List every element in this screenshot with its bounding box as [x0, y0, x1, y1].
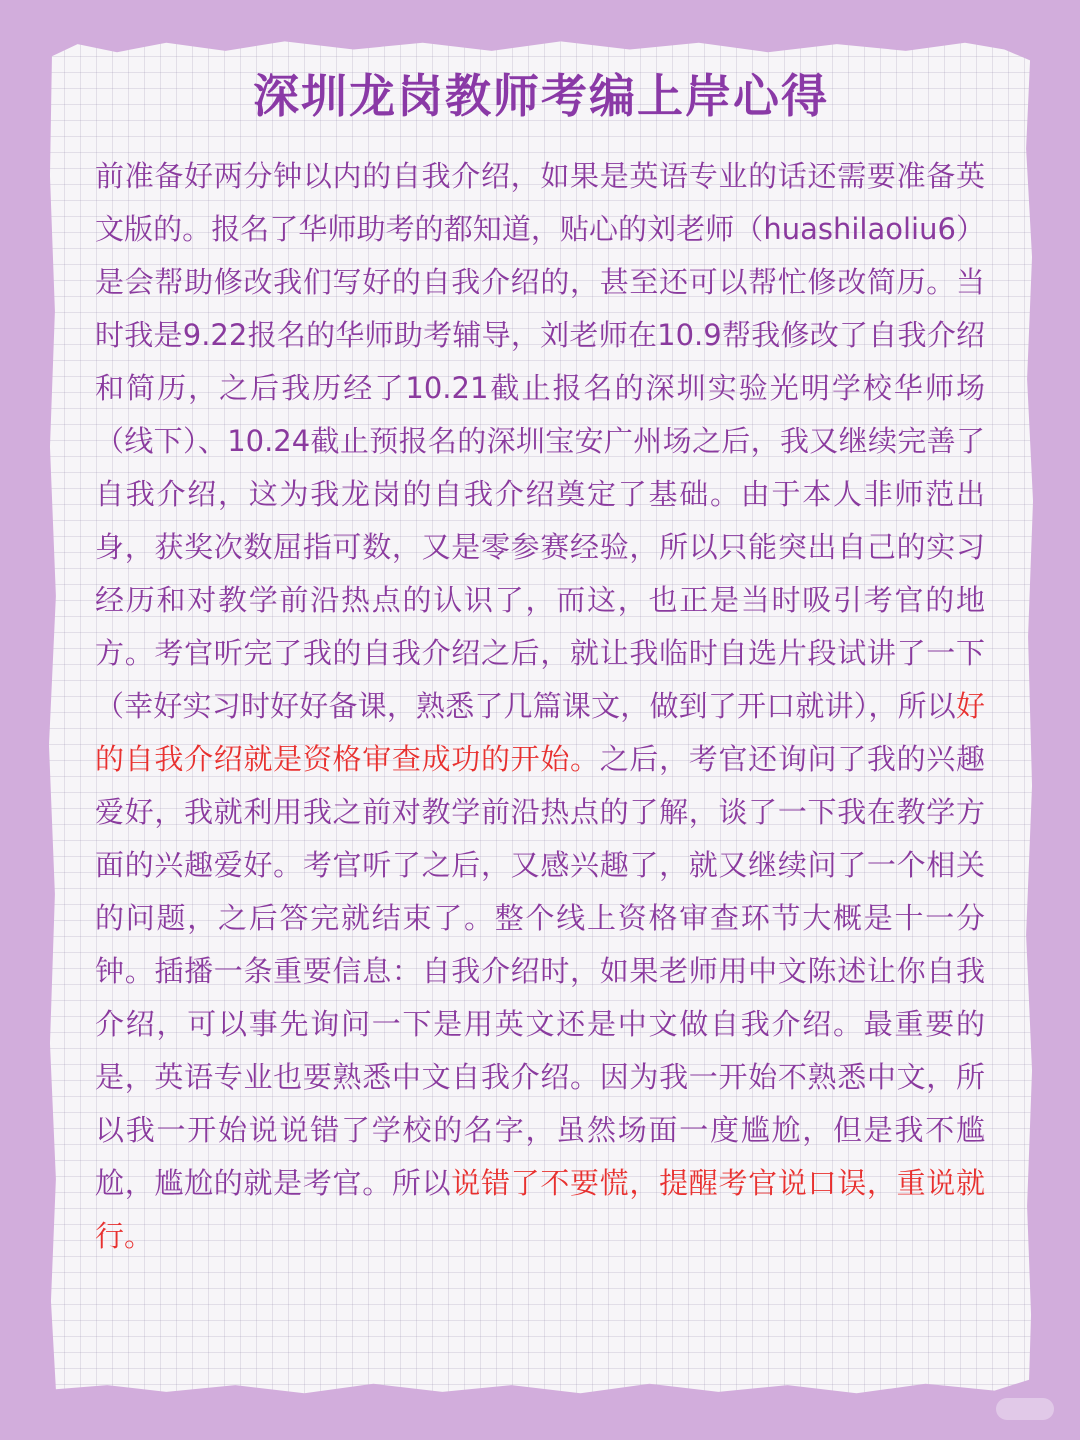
article-body: [95, 150, 985, 1263]
page-title: 深圳龙岗教师考编上岸心得: [253, 69, 829, 123]
highlight-text-2: 说错了不要慌，提醒考官说口误，重说就行。: [95, 1166, 985, 1253]
body-text-part-1: 前准备好两分钟以内的自我介绍，如果是英语专业的话还需要准备英文版的。报名了华师助考的都知道，贴心的刘老师（huashilaoliu6）是会帮助修改我们写好的自我介绍的，甚至还可以帮忙修改简历。当时我是9.22报名的华师助考辅导，刘老师在10.9帮我修改了自我介绍和简历，之后我历经了10.21截止报名的深圳实验光明学校华师场（线下）、10.24截止预报名的深圳宝安广州场之后，我又继续完善了自我介绍，这为我龙岗的自我介绍奠定了基础。由于本人非师范出身，获奖次数屈指可数，又是零参赛经验，所以只能突出自己的实习经历和对教学前沿热点的认识了，而这，也正是当时吸引考官的地方。考官听完了我的自我介绍之后，就让我临时自选片段试讲了一下（幸好实习时好好备课，熟悉了几篇课文，做到了开口就讲），所以: [95, 159, 985, 723]
highlight-text-1: 好的自我介绍就是资格审查成功的开始。: [95, 689, 985, 776]
body-text-part-2: 之后，考官还询问了我的兴趣爱好，我就利用我之前对教学前沿热点的了解，谈了一下我在教学方面的兴趣爱好。考官听了之后，又感兴趣了，就又继续问了一个相关的问题，之后答完就结束了。整个线上资格审查环节大概是十一分钟。插播一条重要信息：自我介绍时，如果老师用中文陈述让你自我介绍，可以事先询问一下是用英文还是中文做自我介绍。最重要的是，英语专业也要熟悉中文自我介绍。因为我一开始不熟悉中文，所以我一开始说说错了学校的名字，虽然场面一度尴尬，但是我不尴尬，尴尬的就是考官。所以: [95, 742, 985, 1200]
watermark-badge: [996, 1398, 1054, 1420]
